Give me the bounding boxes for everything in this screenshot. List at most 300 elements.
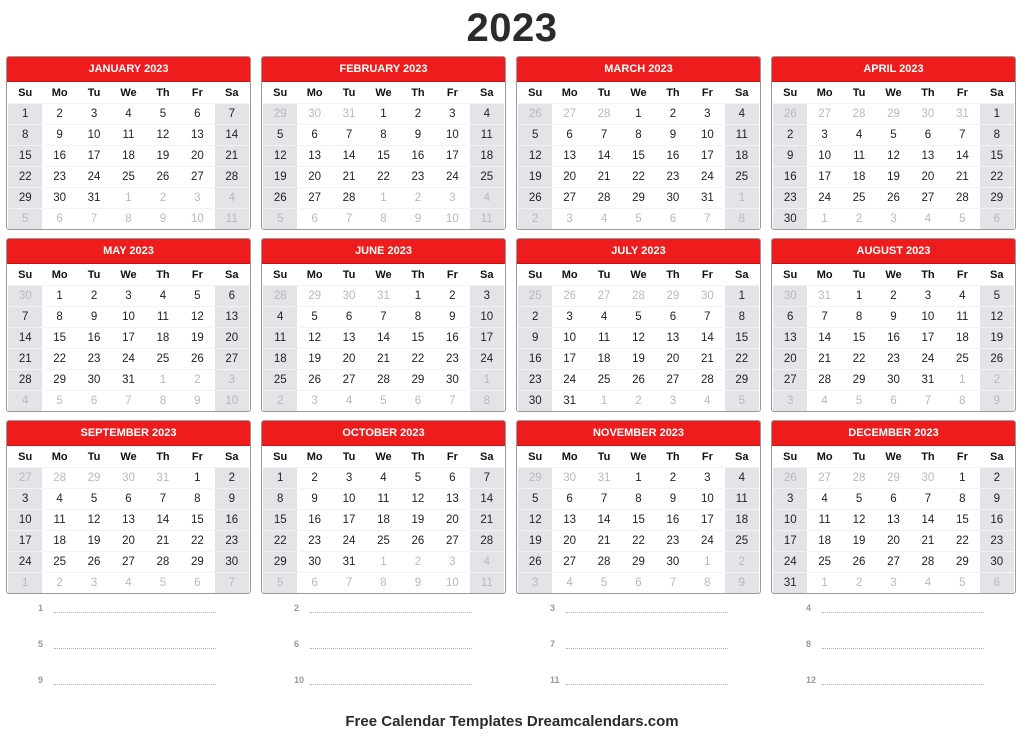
- day-cell[interactable]: 6: [876, 390, 910, 411]
- day-cell[interactable]: 28: [621, 285, 655, 306]
- day-cell[interactable]: 15: [366, 145, 400, 166]
- day-cell[interactable]: 24: [690, 166, 724, 187]
- day-cell[interactable]: 10: [773, 509, 807, 530]
- day-cell[interactable]: 4: [366, 467, 400, 488]
- day-cell[interactable]: 1: [366, 103, 400, 124]
- day-cell[interactable]: 10: [435, 124, 469, 145]
- day-cell[interactable]: 28: [587, 103, 621, 124]
- day-cell[interactable]: 6: [911, 124, 945, 145]
- day-cell[interactable]: 6: [180, 103, 214, 124]
- day-cell[interactable]: 29: [656, 285, 690, 306]
- day-cell[interactable]: 21: [911, 530, 945, 551]
- day-cell[interactable]: 26: [842, 551, 876, 572]
- day-cell[interactable]: 9: [180, 390, 214, 411]
- day-cell[interactable]: 31: [332, 551, 366, 572]
- day-cell[interactable]: 7: [911, 390, 945, 411]
- day-cell[interactable]: 11: [587, 327, 621, 348]
- day-cell[interactable]: 5: [876, 124, 910, 145]
- day-cell[interactable]: 8: [366, 124, 400, 145]
- day-cell[interactable]: 20: [215, 327, 249, 348]
- day-cell[interactable]: 24: [332, 530, 366, 551]
- day-cell[interactable]: 12: [876, 145, 910, 166]
- day-cell[interactable]: 18: [366, 509, 400, 530]
- day-cell[interactable]: 20: [111, 530, 145, 551]
- day-cell[interactable]: 31: [332, 103, 366, 124]
- day-cell[interactable]: 11: [263, 327, 297, 348]
- day-cell[interactable]: 15: [945, 509, 979, 530]
- day-cell[interactable]: 10: [332, 488, 366, 509]
- day-cell[interactable]: 31: [773, 572, 807, 593]
- day-cell[interactable]: 18: [42, 530, 76, 551]
- day-cell[interactable]: 6: [401, 390, 435, 411]
- day-cell[interactable]: 7: [807, 306, 841, 327]
- day-cell[interactable]: 2: [621, 390, 655, 411]
- day-cell[interactable]: 8: [146, 390, 180, 411]
- day-cell[interactable]: 20: [180, 145, 214, 166]
- day-cell[interactable]: 27: [111, 551, 145, 572]
- day-cell[interactable]: 8: [945, 390, 979, 411]
- day-cell[interactable]: 2: [42, 572, 76, 593]
- day-cell[interactable]: 9: [435, 306, 469, 327]
- day-cell[interactable]: 14: [332, 145, 366, 166]
- day-cell[interactable]: 12: [146, 124, 180, 145]
- day-cell[interactable]: 7: [366, 306, 400, 327]
- day-cell[interactable]: 5: [945, 208, 979, 229]
- day-cell[interactable]: 19: [518, 530, 552, 551]
- day-cell[interactable]: 19: [180, 327, 214, 348]
- day-cell[interactable]: 1: [8, 572, 42, 593]
- day-cell[interactable]: 11: [807, 509, 841, 530]
- day-cell[interactable]: 14: [911, 509, 945, 530]
- day-cell[interactable]: 1: [180, 467, 214, 488]
- day-cell[interactable]: 10: [552, 327, 586, 348]
- day-cell[interactable]: 30: [773, 208, 807, 229]
- day-cell[interactable]: 3: [552, 306, 586, 327]
- day-cell[interactable]: 5: [587, 572, 621, 593]
- day-cell[interactable]: 21: [470, 509, 504, 530]
- day-cell[interactable]: 9: [401, 124, 435, 145]
- day-cell[interactable]: 29: [297, 285, 331, 306]
- day-cell[interactable]: 15: [263, 509, 297, 530]
- day-cell[interactable]: 26: [773, 103, 807, 124]
- day-cell[interactable]: 2: [401, 551, 435, 572]
- day-cell[interactable]: 2: [77, 285, 111, 306]
- day-cell[interactable]: 22: [180, 530, 214, 551]
- day-cell[interactable]: 22: [8, 166, 42, 187]
- day-cell[interactable]: 13: [297, 145, 331, 166]
- day-cell[interactable]: 4: [587, 208, 621, 229]
- day-cell[interactable]: 21: [366, 348, 400, 369]
- day-cell[interactable]: 26: [773, 467, 807, 488]
- day-cell[interactable]: 17: [690, 145, 724, 166]
- day-cell[interactable]: 30: [42, 187, 76, 208]
- day-cell[interactable]: 8: [263, 488, 297, 509]
- day-cell[interactable]: 12: [518, 509, 552, 530]
- day-cell[interactable]: 17: [8, 530, 42, 551]
- day-cell[interactable]: 8: [690, 572, 724, 593]
- day-cell[interactable]: 15: [42, 327, 76, 348]
- day-cell[interactable]: 4: [470, 551, 504, 572]
- day-cell[interactable]: 7: [690, 208, 724, 229]
- day-cell[interactable]: 17: [111, 327, 145, 348]
- day-cell[interactable]: 30: [690, 285, 724, 306]
- day-cell[interactable]: 28: [8, 369, 42, 390]
- day-cell[interactable]: 24: [690, 530, 724, 551]
- day-cell[interactable]: 5: [366, 390, 400, 411]
- day-cell[interactable]: 4: [945, 285, 979, 306]
- day-cell[interactable]: 3: [876, 572, 910, 593]
- day-cell[interactable]: 6: [215, 285, 249, 306]
- day-cell[interactable]: 5: [263, 124, 297, 145]
- day-cell[interactable]: 25: [842, 187, 876, 208]
- day-cell[interactable]: 1: [980, 103, 1014, 124]
- day-cell[interactable]: 7: [945, 124, 979, 145]
- day-cell[interactable]: 31: [945, 103, 979, 124]
- day-cell[interactable]: 3: [435, 187, 469, 208]
- day-cell[interactable]: 29: [401, 369, 435, 390]
- day-cell[interactable]: 25: [587, 369, 621, 390]
- day-cell[interactable]: 3: [332, 467, 366, 488]
- day-cell[interactable]: 30: [8, 285, 42, 306]
- day-cell[interactable]: 23: [401, 166, 435, 187]
- day-cell[interactable]: 11: [725, 488, 759, 509]
- day-cell[interactable]: 26: [297, 369, 331, 390]
- day-cell[interactable]: 23: [980, 530, 1014, 551]
- day-cell[interactable]: 3: [180, 187, 214, 208]
- day-cell[interactable]: 5: [621, 306, 655, 327]
- day-cell[interactable]: 27: [8, 467, 42, 488]
- day-cell[interactable]: 10: [911, 306, 945, 327]
- day-cell[interactable]: 14: [807, 327, 841, 348]
- day-cell[interactable]: 15: [725, 327, 759, 348]
- day-cell[interactable]: 6: [42, 208, 76, 229]
- day-cell[interactable]: 26: [980, 348, 1014, 369]
- day-cell[interactable]: 15: [8, 145, 42, 166]
- day-cell[interactable]: 11: [470, 572, 504, 593]
- day-cell[interactable]: 19: [263, 166, 297, 187]
- day-cell[interactable]: 3: [773, 488, 807, 509]
- day-cell[interactable]: 26: [263, 187, 297, 208]
- day-cell[interactable]: 29: [518, 467, 552, 488]
- day-cell[interactable]: 21: [332, 166, 366, 187]
- day-cell[interactable]: 4: [690, 390, 724, 411]
- day-cell[interactable]: 16: [297, 509, 331, 530]
- day-cell[interactable]: 27: [332, 369, 366, 390]
- day-cell[interactable]: 10: [215, 390, 249, 411]
- day-cell[interactable]: 22: [42, 348, 76, 369]
- day-cell[interactable]: 24: [435, 166, 469, 187]
- day-cell[interactable]: 14: [215, 124, 249, 145]
- day-cell[interactable]: 13: [552, 145, 586, 166]
- day-cell[interactable]: 30: [215, 551, 249, 572]
- note-line[interactable]: [550, 602, 728, 613]
- day-cell[interactable]: 30: [552, 467, 586, 488]
- day-cell[interactable]: 31: [366, 285, 400, 306]
- day-cell[interactable]: 22: [842, 348, 876, 369]
- day-cell[interactable]: 30: [518, 390, 552, 411]
- footer-brand[interactable]: Dreamcalendars.com: [526, 713, 679, 730]
- day-cell[interactable]: 4: [552, 572, 586, 593]
- day-cell[interactable]: 5: [8, 208, 42, 229]
- day-cell[interactable]: 9: [297, 488, 331, 509]
- day-cell[interactable]: 23: [297, 530, 331, 551]
- day-cell[interactable]: 13: [656, 327, 690, 348]
- day-cell[interactable]: 31: [690, 187, 724, 208]
- note-line[interactable]: [294, 638, 472, 649]
- day-cell[interactable]: 26: [621, 369, 655, 390]
- day-cell[interactable]: 1: [807, 572, 841, 593]
- day-cell[interactable]: 13: [552, 509, 586, 530]
- day-cell[interactable]: 23: [435, 348, 469, 369]
- day-cell[interactable]: 25: [111, 166, 145, 187]
- day-cell[interactable]: 5: [842, 488, 876, 509]
- day-cell[interactable]: 22: [980, 166, 1014, 187]
- day-cell[interactable]: 28: [366, 369, 400, 390]
- day-cell[interactable]: 9: [518, 327, 552, 348]
- day-cell[interactable]: 1: [587, 390, 621, 411]
- day-cell[interactable]: 1: [8, 103, 42, 124]
- day-cell[interactable]: 14: [8, 327, 42, 348]
- day-cell[interactable]: 1: [725, 187, 759, 208]
- day-cell[interactable]: 6: [297, 124, 331, 145]
- day-cell[interactable]: 19: [876, 166, 910, 187]
- day-cell[interactable]: 10: [111, 306, 145, 327]
- day-cell[interactable]: 7: [470, 467, 504, 488]
- day-cell[interactable]: 2: [401, 187, 435, 208]
- day-cell[interactable]: 2: [146, 187, 180, 208]
- day-cell[interactable]: 30: [77, 369, 111, 390]
- day-cell[interactable]: 27: [807, 467, 841, 488]
- day-cell[interactable]: 28: [215, 166, 249, 187]
- day-cell[interactable]: 27: [807, 103, 841, 124]
- day-cell[interactable]: 3: [111, 285, 145, 306]
- day-cell[interactable]: 29: [945, 551, 979, 572]
- day-cell[interactable]: 5: [42, 390, 76, 411]
- day-cell[interactable]: 21: [587, 530, 621, 551]
- day-cell[interactable]: 19: [518, 166, 552, 187]
- day-cell[interactable]: 1: [42, 285, 76, 306]
- day-cell[interactable]: 12: [518, 145, 552, 166]
- day-cell[interactable]: 14: [587, 509, 621, 530]
- day-cell[interactable]: 12: [180, 306, 214, 327]
- day-cell[interactable]: 16: [876, 327, 910, 348]
- day-cell[interactable]: 15: [980, 145, 1014, 166]
- day-cell[interactable]: 22: [366, 166, 400, 187]
- day-cell[interactable]: 6: [552, 488, 586, 509]
- day-cell[interactable]: 3: [470, 285, 504, 306]
- day-cell[interactable]: 29: [263, 103, 297, 124]
- day-cell[interactable]: 17: [435, 145, 469, 166]
- day-cell[interactable]: 18: [470, 145, 504, 166]
- day-cell[interactable]: 27: [552, 187, 586, 208]
- day-cell[interactable]: 2: [980, 369, 1014, 390]
- day-cell[interactable]: 1: [621, 467, 655, 488]
- day-cell[interactable]: 8: [842, 306, 876, 327]
- day-cell[interactable]: 23: [876, 348, 910, 369]
- day-cell[interactable]: 16: [77, 327, 111, 348]
- day-cell[interactable]: 28: [945, 187, 979, 208]
- day-cell[interactable]: 4: [725, 103, 759, 124]
- day-cell[interactable]: 15: [180, 509, 214, 530]
- day-cell[interactable]: 8: [180, 488, 214, 509]
- day-cell[interactable]: 2: [42, 103, 76, 124]
- day-cell[interactable]: 16: [215, 509, 249, 530]
- day-cell[interactable]: 6: [980, 572, 1014, 593]
- day-cell[interactable]: 5: [180, 285, 214, 306]
- day-cell[interactable]: 2: [656, 467, 690, 488]
- day-cell[interactable]: 2: [842, 208, 876, 229]
- day-cell[interactable]: 3: [518, 572, 552, 593]
- day-cell[interactable]: 19: [401, 509, 435, 530]
- day-cell[interactable]: 24: [807, 187, 841, 208]
- day-cell[interactable]: 26: [180, 348, 214, 369]
- day-cell[interactable]: 20: [435, 509, 469, 530]
- day-cell[interactable]: 3: [807, 124, 841, 145]
- day-cell[interactable]: 1: [842, 285, 876, 306]
- day-cell[interactable]: 14: [690, 327, 724, 348]
- day-cell[interactable]: 5: [725, 390, 759, 411]
- day-cell[interactable]: 3: [435, 103, 469, 124]
- day-cell[interactable]: 3: [690, 103, 724, 124]
- day-cell[interactable]: 11: [725, 124, 759, 145]
- day-cell[interactable]: 4: [911, 208, 945, 229]
- day-cell[interactable]: 24: [552, 369, 586, 390]
- day-cell[interactable]: 7: [435, 390, 469, 411]
- day-cell[interactable]: 6: [656, 208, 690, 229]
- day-cell[interactable]: 7: [146, 488, 180, 509]
- day-cell[interactable]: 30: [980, 551, 1014, 572]
- day-cell[interactable]: 27: [297, 187, 331, 208]
- day-cell[interactable]: 3: [77, 103, 111, 124]
- note-line[interactable]: [294, 674, 472, 685]
- day-cell[interactable]: 24: [111, 348, 145, 369]
- day-cell[interactable]: 4: [8, 390, 42, 411]
- day-cell[interactable]: 25: [470, 166, 504, 187]
- day-cell[interactable]: 17: [773, 530, 807, 551]
- day-cell[interactable]: 8: [725, 208, 759, 229]
- day-cell[interactable]: 10: [690, 488, 724, 509]
- day-cell[interactable]: 18: [146, 327, 180, 348]
- day-cell[interactable]: 24: [911, 348, 945, 369]
- day-cell[interactable]: 12: [621, 327, 655, 348]
- day-cell[interactable]: 6: [297, 572, 331, 593]
- day-cell[interactable]: 7: [332, 572, 366, 593]
- day-cell[interactable]: 6: [111, 488, 145, 509]
- day-cell[interactable]: 15: [842, 327, 876, 348]
- day-cell[interactable]: 25: [807, 551, 841, 572]
- day-cell[interactable]: 25: [42, 551, 76, 572]
- day-cell[interactable]: 5: [401, 467, 435, 488]
- day-cell[interactable]: 7: [587, 488, 621, 509]
- day-cell[interactable]: 16: [773, 166, 807, 187]
- day-cell[interactable]: 21: [807, 348, 841, 369]
- day-cell[interactable]: 15: [401, 327, 435, 348]
- day-cell[interactable]: 6: [621, 572, 655, 593]
- day-cell[interactable]: 28: [146, 551, 180, 572]
- day-cell[interactable]: 11: [470, 208, 504, 229]
- day-cell[interactable]: 27: [180, 166, 214, 187]
- day-cell[interactable]: 27: [552, 551, 586, 572]
- day-cell[interactable]: 28: [690, 369, 724, 390]
- day-cell[interactable]: 1: [366, 187, 400, 208]
- day-cell[interactable]: 30: [435, 369, 469, 390]
- day-cell[interactable]: 9: [146, 208, 180, 229]
- day-cell[interactable]: 16: [980, 509, 1014, 530]
- day-cell[interactable]: 30: [911, 467, 945, 488]
- day-cell[interactable]: 7: [215, 572, 249, 593]
- day-cell[interactable]: 3: [911, 285, 945, 306]
- day-cell[interactable]: 16: [435, 327, 469, 348]
- day-cell[interactable]: 8: [366, 572, 400, 593]
- day-cell[interactable]: 22: [725, 348, 759, 369]
- day-cell[interactable]: 22: [621, 530, 655, 551]
- day-cell[interactable]: 1: [725, 285, 759, 306]
- day-cell[interactable]: 28: [842, 103, 876, 124]
- day-cell[interactable]: 15: [621, 509, 655, 530]
- day-cell[interactable]: 23: [656, 530, 690, 551]
- day-cell[interactable]: 18: [945, 327, 979, 348]
- day-cell[interactable]: 26: [146, 166, 180, 187]
- day-cell[interactable]: 7: [215, 103, 249, 124]
- note-line[interactable]: [38, 638, 216, 649]
- day-cell[interactable]: 10: [690, 124, 724, 145]
- day-cell[interactable]: 23: [518, 369, 552, 390]
- day-cell[interactable]: 28: [587, 187, 621, 208]
- day-cell[interactable]: 11: [215, 208, 249, 229]
- day-cell[interactable]: 7: [77, 208, 111, 229]
- day-cell[interactable]: 31: [587, 467, 621, 488]
- day-cell[interactable]: 30: [876, 369, 910, 390]
- day-cell[interactable]: 7: [587, 124, 621, 145]
- day-cell[interactable]: 11: [470, 124, 504, 145]
- day-cell[interactable]: 1: [945, 369, 979, 390]
- day-cell[interactable]: 6: [552, 124, 586, 145]
- day-cell[interactable]: 6: [332, 306, 366, 327]
- note-line[interactable]: [294, 602, 472, 613]
- day-cell[interactable]: 31: [77, 187, 111, 208]
- day-cell[interactable]: 21: [587, 166, 621, 187]
- day-cell[interactable]: 9: [725, 572, 759, 593]
- day-cell[interactable]: 1: [945, 467, 979, 488]
- day-cell[interactable]: 13: [332, 327, 366, 348]
- day-cell[interactable]: 28: [263, 285, 297, 306]
- day-cell[interactable]: 24: [77, 166, 111, 187]
- day-cell[interactable]: 29: [980, 187, 1014, 208]
- day-cell[interactable]: 23: [656, 166, 690, 187]
- day-cell[interactable]: 27: [656, 369, 690, 390]
- day-cell[interactable]: 19: [980, 327, 1014, 348]
- day-cell[interactable]: 25: [146, 348, 180, 369]
- day-cell[interactable]: 12: [980, 306, 1014, 327]
- day-cell[interactable]: 20: [773, 348, 807, 369]
- day-cell[interactable]: 9: [77, 306, 111, 327]
- day-cell[interactable]: 22: [401, 348, 435, 369]
- day-cell[interactable]: 14: [470, 488, 504, 509]
- day-cell[interactable]: 17: [807, 166, 841, 187]
- day-cell[interactable]: 28: [911, 551, 945, 572]
- day-cell[interactable]: 19: [77, 530, 111, 551]
- day-cell[interactable]: 30: [773, 285, 807, 306]
- day-cell[interactable]: 22: [945, 530, 979, 551]
- day-cell[interactable]: 16: [656, 509, 690, 530]
- day-cell[interactable]: 12: [263, 145, 297, 166]
- day-cell[interactable]: 5: [518, 488, 552, 509]
- day-cell[interactable]: 29: [8, 187, 42, 208]
- day-cell[interactable]: 6: [876, 488, 910, 509]
- day-cell[interactable]: 17: [552, 348, 586, 369]
- day-cell[interactable]: 23: [215, 530, 249, 551]
- day-cell[interactable]: 5: [621, 208, 655, 229]
